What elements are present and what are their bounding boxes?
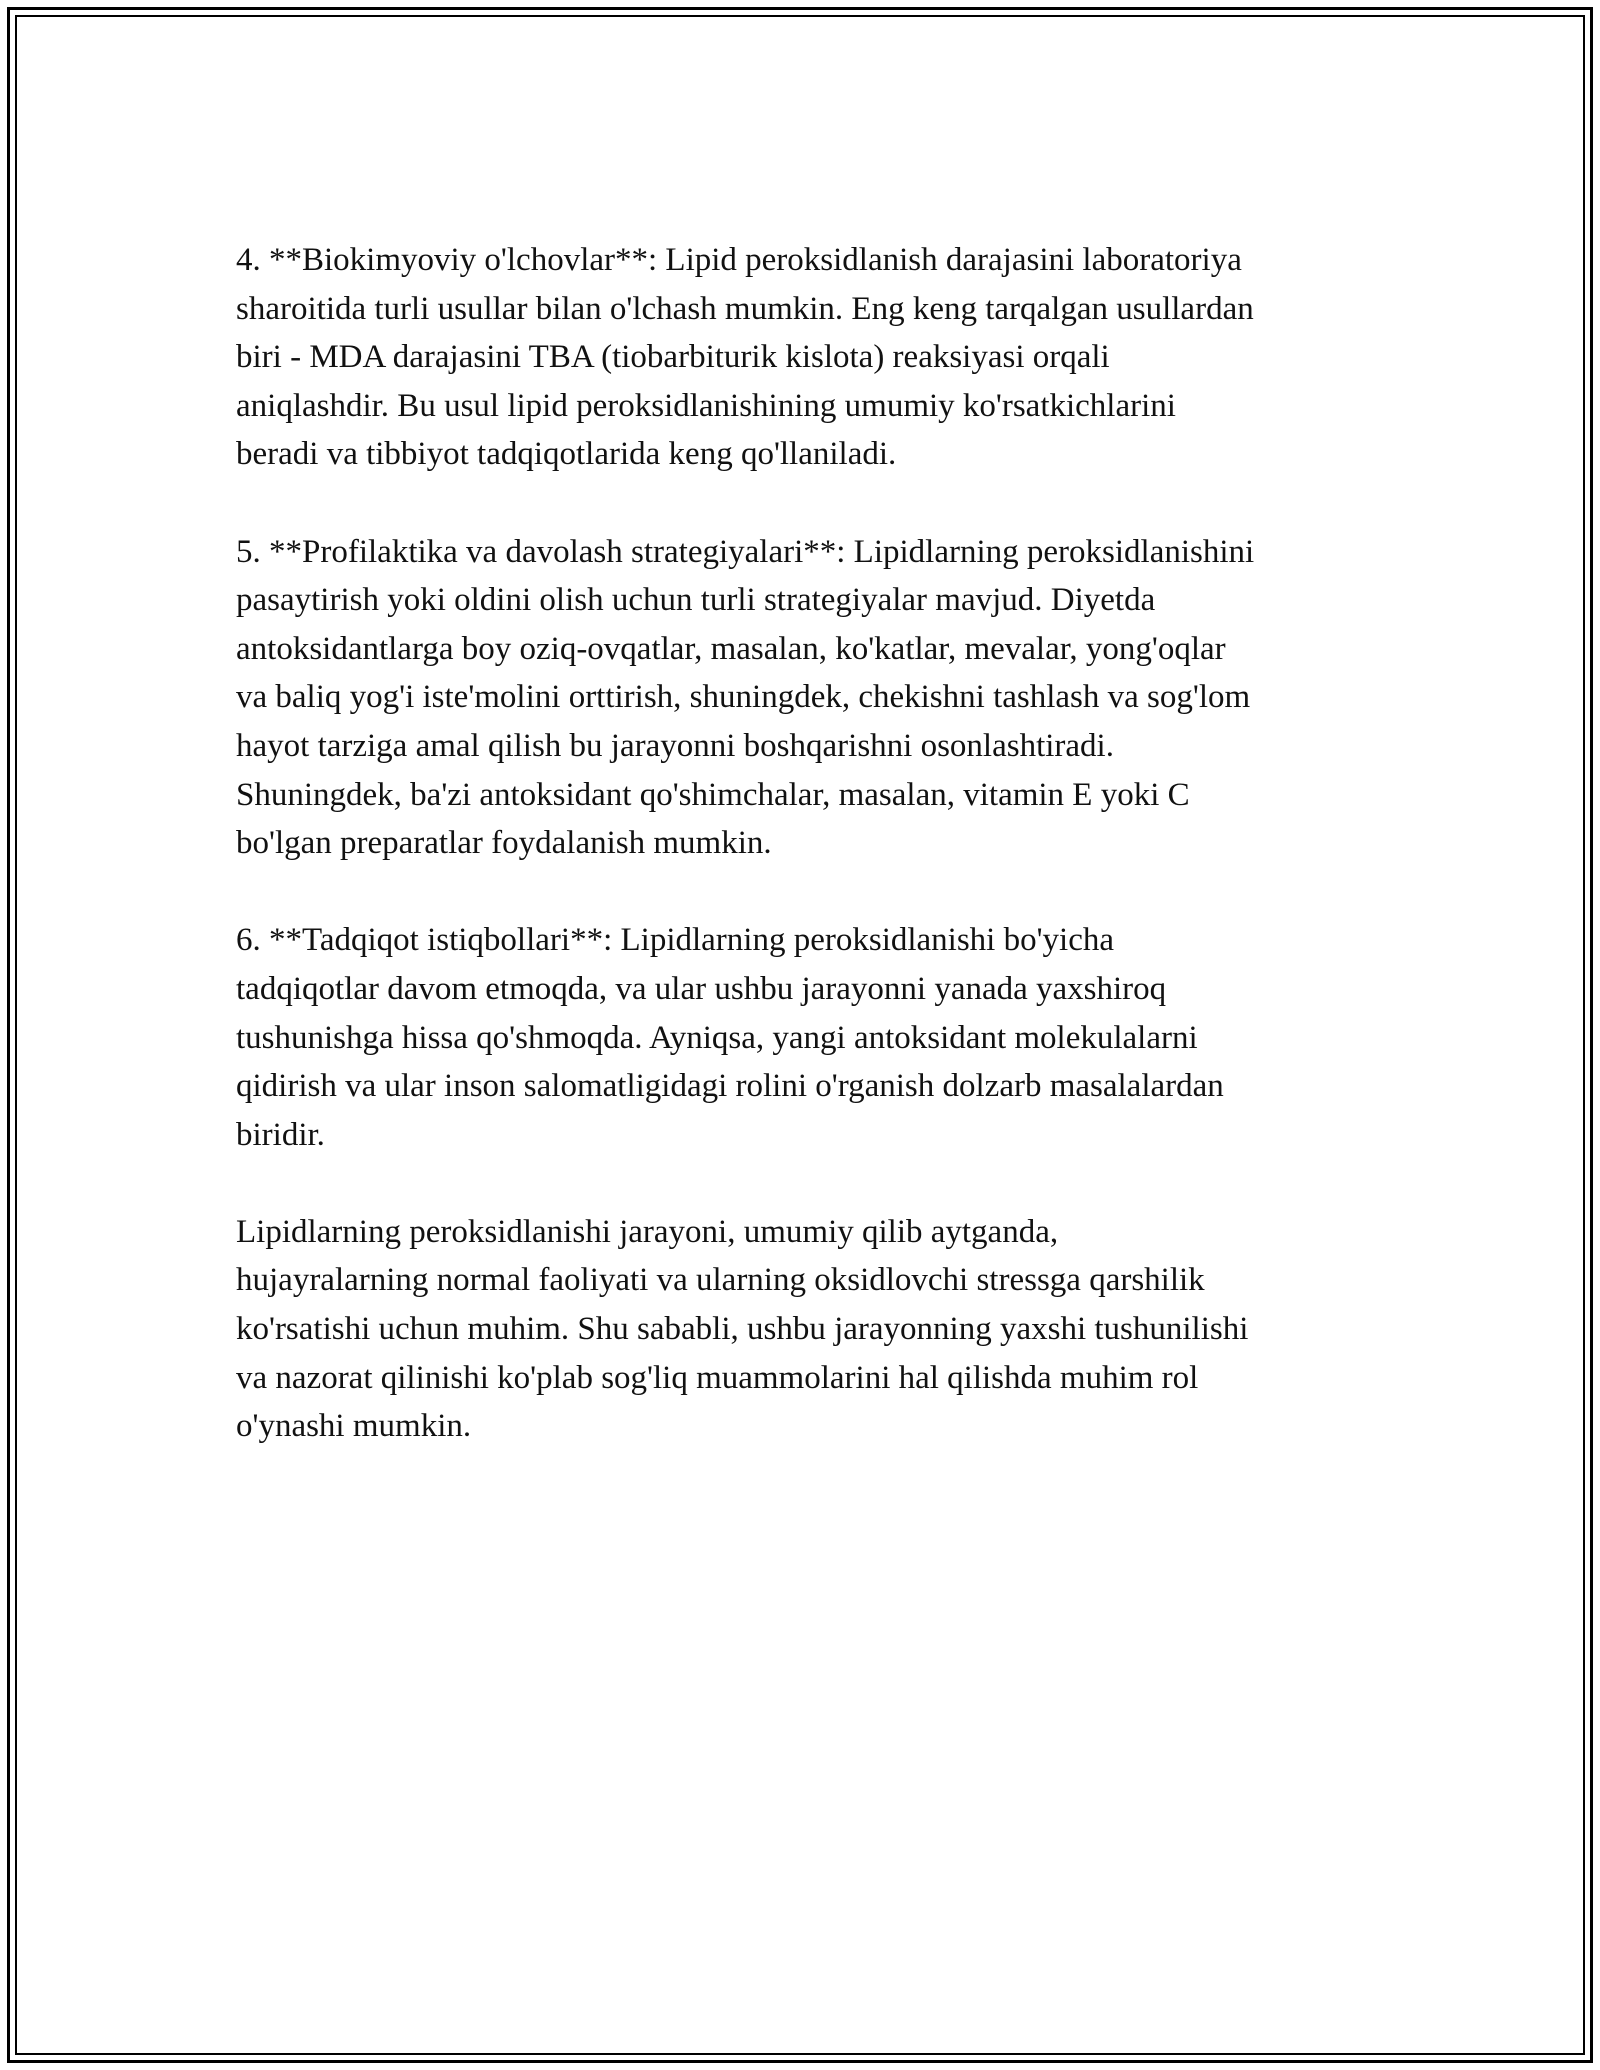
document-body <box>236 236 1376 1499</box>
paragraph-prevention-strategies <box>236 528 1376 868</box>
text-line: tadqiqotlar davom etmoqda, va ular ushbu jarayonni yanada yaxshiroq <box>236 970 1167 1007</box>
text-line: hayot tarziga amal qilish bu jarayonni boshqarishni osonlashtiradi. <box>236 727 1114 764</box>
text-line: bo'lgan preparatlar foydalanish mumkin. <box>236 825 772 862</box>
text-line: sharoitida turli usullar bilan o'lchash mumkin. Eng keng tarqalgan usullardan <box>236 290 1254 327</box>
text-line: Lipidlarning peroksidlanishi jarayoni, umumiy qilib aytganda, <box>236 1213 1059 1250</box>
text-line: tushunishga hissa qo'shmoqda. Ayniqsa, yangi antoksidant molekulalarni <box>236 1019 1198 1056</box>
text-line: aniqlashdir. Bu usul lipid peroksidlanishining umumiy ko'rsatkichlarini <box>236 387 1176 424</box>
text-line: antoksidantlarga boy oziq-ovqatlar, masalan, ko'katlar, mevalar, yong'oqlar <box>236 630 1226 667</box>
text-line: va nazorat qilinishi ko'plab sog'liq muammolarini hal qilishda muhim rol <box>236 1359 1199 1396</box>
text-line: qidirish va ular inson salomatligidagi rolini o'rganish dolzarb masalalardan <box>236 1068 1224 1105</box>
paragraph-conclusion <box>236 1208 1376 1451</box>
text-line: 4. **Biokimyoviy o'lchovlar**: Lipid peroksidlanish darajasini laboratoriya <box>236 242 1242 278</box>
text-line: 5. **Profilaktika va davolash strategiyalari**: Lipidlarning peroksidlanishini <box>236 533 1255 570</box>
text-line: pasaytirish yoki oldini olish uchun turli strategiyalar mavjud. Diyetda <box>236 582 1156 619</box>
text-line: o'ynashi mumkin. <box>236 1408 472 1445</box>
text-line: beradi va tibbiyot tadqiqotlarida keng qo'llaniladi. <box>236 436 897 473</box>
text-line: Shuningdek, ba'zi antoksidant qo'shimchalar, masalan, vitamin E yoki C <box>236 776 1190 813</box>
paragraph-biochemical-measurements <box>236 236 1376 479</box>
text-line: hujayralarning normal faoliyati va ularning oksidlovchi stressga qarshilik <box>236 1262 1205 1299</box>
text-line: biridir. <box>236 1116 325 1153</box>
paragraph-research-prospects <box>236 916 1376 1159</box>
text-line: biri - MDA darajasini TBA (tiobarbiturik kislota) reaksiyasi orqali <box>236 339 1110 376</box>
text-line: va baliq yog'i iste'molini orttirish, shuningdek, chekishni tashlash va sog'lom <box>236 679 1251 716</box>
text-line: 6. **Tadqiqot istiqbollari**: Lipidlarning peroksidlanishi bo'yicha <box>236 922 1115 959</box>
text-line: ko'rsatishi uchun muhim. Shu sababli, ushbu jarayonning yaxshi tushunilishi <box>236 1311 1249 1348</box>
